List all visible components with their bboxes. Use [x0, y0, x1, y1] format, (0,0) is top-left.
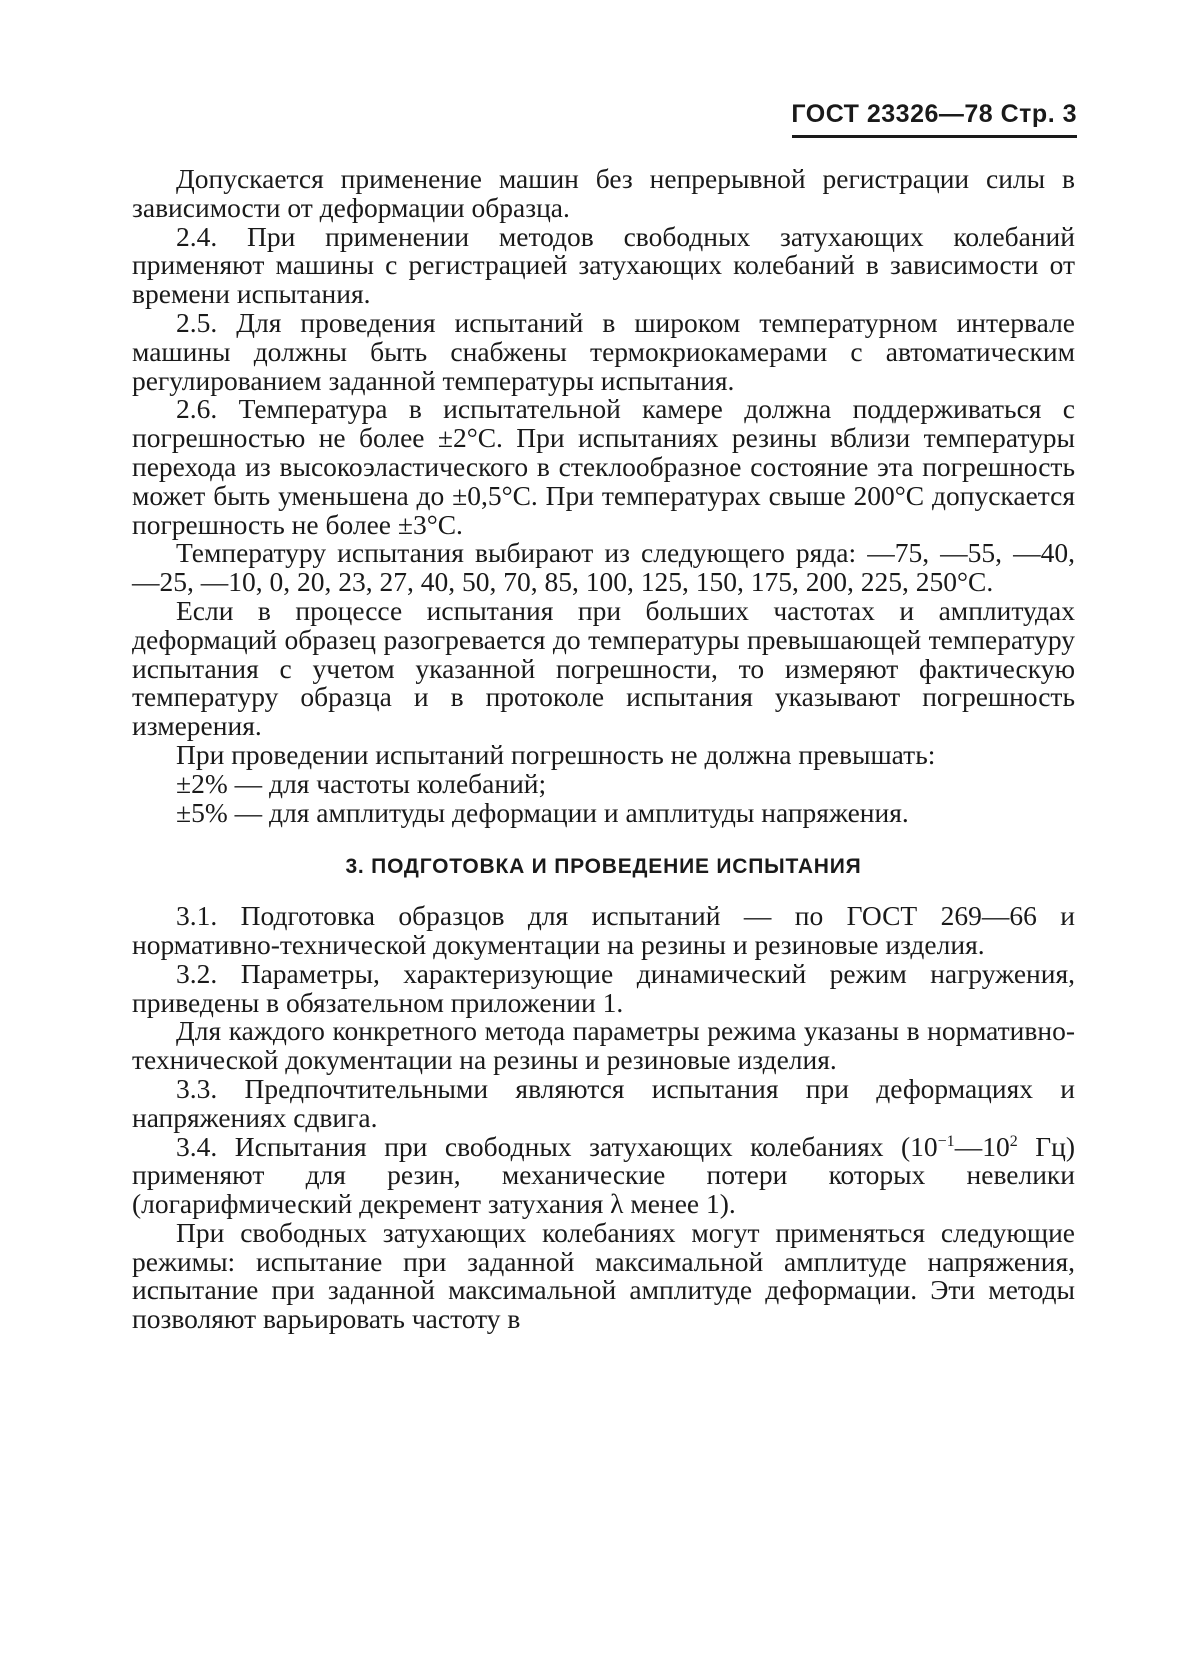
- paragraph-2-4: 2.4. При применении методов свободных затухающих колебаний применяют машины с регистрацией затухающих колебаний в зависимости от времени испытания.: [132, 220, 1075, 310]
- paragraph-continuation: Допускается применение машин без непрерывной регистрации силы в зависимости от деформации образца.: [132, 163, 1075, 223]
- paragraph-temperature-series: Температуру испытания выбирают из следующего ряда: —75, —55, —40, —25, —10, 0, 20, 23, 27, 40, 50, 70, 85, 100, 125, 150, 175, 200, 225, 250°С.: [132, 537, 1075, 598]
- tolerance-amplitude: ±5% — для амплитуды деформации и амплитуды напряжения.: [176, 796, 909, 828]
- p34-part2: —10: [954, 1130, 1010, 1162]
- p34-part3: Гц) применяют для резин, механические потери которых невелики (логарифмический декремент затухания λ менее 1).: [132, 1130, 1075, 1220]
- p34-exp2: 2: [1009, 1132, 1018, 1150]
- paragraph-2-5: 2.5. Для проведения испытаний в широком температурном интервале машины должны быть снабжены термокриокамерами с автоматическим регулированием заданной температуры испытания.: [132, 306, 1075, 396]
- paragraph-tolerance-intro: При проведении испытаний погрешность не должна превышать:: [176, 738, 936, 770]
- paragraph-3-3: 3.3. Предпочтительными являются испытания при деформациях и напряжениях сдвига.: [132, 1072, 1075, 1133]
- paragraph-heating: Если в процессе испытания при больших частотах и амплитудах деформаций образец разогревается до температуры превышающей температуру испытания с учетом указанной погрешности, то измеряют фактическую температуру образца и в протоколе испытания указывают погрешность измерения.: [132, 594, 1075, 742]
- header-rule: [792, 135, 1077, 138]
- p34-part1: 3.4. Испытания при свободных затухающих колебаниях (10: [176, 1130, 938, 1162]
- paragraph-free-oscillation-modes: При свободных затухающих колебаниях могут применяться следующие режимы: испытание при заданной максимальной амплитуде напряжения, испытание при заданной максимальной амплитуде деформации. Эти методы позволяют варьировать частоту в: [132, 1216, 1075, 1335]
- paragraph-3-4: [132, 1130, 1075, 1220]
- tolerance-frequency: ±2% — для частоты колебаний;: [176, 767, 547, 799]
- page-header: ГОСТ 23326—78 Стр. 3: [791, 100, 1077, 128]
- section-3-title: 3. ПОДГОТОВКА И ПРОВЕДЕНИЕ ИСПЫТАНИЯ: [345, 855, 862, 879]
- document-body: [132, 165, 1075, 1334]
- paragraph-2-6: 2.6. Температура в испытательной камере должна поддерживаться с погрешностью не более ±2°С. При испытаниях резины вблизи температуры перехода из высокоэластического в стеклообразное состояние эта погрешность может быть уменьшена до ±0,5°С. При температурах свыше 200°С допускается погрешность не более ±3°С.: [132, 393, 1075, 540]
- paragraph-3-1: 3.1. Подготовка образцов для испытаний — по ГОСТ 269—66 и нормативно-технической документации на резины и резиновые изделия.: [132, 900, 1075, 960]
- paragraph-3-2: 3.2. Параметры, характеризующие динамический режим нагружения, приведены в обязательном приложении 1.: [132, 957, 1075, 1018]
- p34-exp1: −1: [937, 1132, 955, 1150]
- paragraph-method-params: Для каждого конкретного метода параметры режима указаны в нормативно-технической документации на резины и резиновые изделия.: [132, 1015, 1075, 1076]
